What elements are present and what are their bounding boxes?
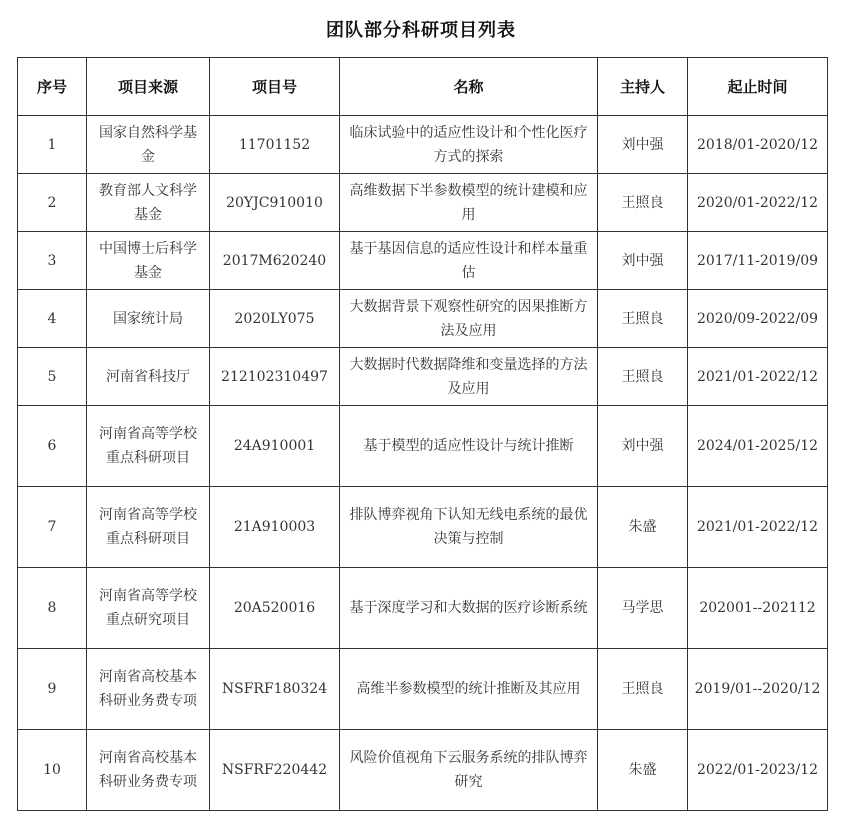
cell-host: 刘中强	[598, 232, 688, 290]
header-name: 名称	[340, 58, 598, 116]
cell-source: 河南省科技厅	[87, 348, 210, 406]
table-header-row	[18, 58, 828, 116]
cell-seq: 7	[18, 487, 87, 568]
cell-source: 教育部人文科学基金	[87, 174, 210, 232]
cell-period: 2019/01--2020/12	[688, 649, 828, 730]
table-row	[18, 649, 828, 730]
cell-period: 2020/09-2022/09	[688, 290, 828, 348]
cell-name: 排队博弈视角下认知无线电系统的最优决策与控制	[340, 487, 598, 568]
cell-host: 马学思	[598, 568, 688, 649]
cell-source: 国家自然科学基金	[87, 116, 210, 174]
cell-period: 2022/01-2023/12	[688, 730, 828, 811]
header-host: 主持人	[598, 58, 688, 116]
cell-host: 王照良	[598, 348, 688, 406]
cell-name: 基于基因信息的适应性设计和样本量重估	[340, 232, 598, 290]
cell-seq: 1	[18, 116, 87, 174]
table-row	[18, 116, 828, 174]
cell-seq: 10	[18, 730, 87, 811]
cell-seq: 6	[18, 406, 87, 487]
cell-period: 202001--202112	[688, 568, 828, 649]
cell-number: 212102310497	[210, 348, 340, 406]
header-seq: 序号	[18, 58, 87, 116]
project-table	[17, 57, 828, 811]
cell-seq: 4	[18, 290, 87, 348]
cell-source: 河南省高校基本科研业务费专项	[87, 730, 210, 811]
cell-period: 2021/01-2022/12	[688, 487, 828, 568]
cell-name: 风险价值视角下云服务系统的排队博弈研究	[340, 730, 598, 811]
table-row	[18, 290, 828, 348]
table-row	[18, 406, 828, 487]
cell-source: 河南省高等学校重点研究项目	[87, 568, 210, 649]
cell-host: 朱盛	[598, 730, 688, 811]
cell-period: 2024/01-2025/12	[688, 406, 828, 487]
cell-number: 24A910001	[210, 406, 340, 487]
cell-name: 大数据时代数据降维和变量选择的方法及应用	[340, 348, 598, 406]
cell-number: 2020LY075	[210, 290, 340, 348]
header-source: 项目来源	[87, 58, 210, 116]
table-row	[18, 568, 828, 649]
cell-number: NSFRF180324	[210, 649, 340, 730]
cell-name: 临床试验中的适应性设计和个性化医疗方式的探索	[340, 116, 598, 174]
table-row	[18, 730, 828, 811]
cell-source: 河南省高等学校重点科研项目	[87, 406, 210, 487]
cell-source: 国家统计局	[87, 290, 210, 348]
table-row	[18, 487, 828, 568]
table-row	[18, 232, 828, 290]
cell-host: 王照良	[598, 290, 688, 348]
cell-seq: 2	[18, 174, 87, 232]
cell-period: 2021/01-2022/12	[688, 348, 828, 406]
cell-source: 河南省高校基本科研业务费专项	[87, 649, 210, 730]
cell-name: 大数据背景下观察性研究的因果推断方法及应用	[340, 290, 598, 348]
cell-source: 中国博士后科学基金	[87, 232, 210, 290]
cell-number: 2017M620240	[210, 232, 340, 290]
cell-seq: 9	[18, 649, 87, 730]
cell-name: 高维数据下半参数模型的统计建模和应用	[340, 174, 598, 232]
cell-period: 2018/01-2020/12	[688, 116, 828, 174]
header-period: 起止时间	[688, 58, 828, 116]
page-title: 团队部分科研项目列表	[326, 20, 516, 41]
cell-host: 王照良	[598, 174, 688, 232]
cell-name: 基于深度学习和大数据的医疗诊断系统	[340, 568, 598, 649]
cell-number: 21A910003	[210, 487, 340, 568]
cell-number: NSFRF220442	[210, 730, 340, 811]
cell-name: 基于模型的适应性设计与统计推断	[340, 406, 598, 487]
cell-period: 2017/11-2019/09	[688, 232, 828, 290]
cell-host: 刘中强	[598, 406, 688, 487]
cell-name: 高维半参数模型的统计推断及其应用	[340, 649, 598, 730]
cell-host: 刘中强	[598, 116, 688, 174]
cell-seq: 5	[18, 348, 87, 406]
header-number: 项目号	[210, 58, 340, 116]
cell-number: 20YJC910010	[210, 174, 340, 232]
cell-host: 王照良	[598, 649, 688, 730]
table-row	[18, 174, 828, 232]
cell-seq: 3	[18, 232, 87, 290]
cell-source: 河南省高等学校重点科研项目	[87, 487, 210, 568]
cell-number: 20A520016	[210, 568, 340, 649]
cell-host: 朱盛	[598, 487, 688, 568]
cell-number: 11701152	[210, 116, 340, 174]
table-row	[18, 348, 828, 406]
cell-seq: 8	[18, 568, 87, 649]
cell-period: 2020/01-2022/12	[688, 174, 828, 232]
